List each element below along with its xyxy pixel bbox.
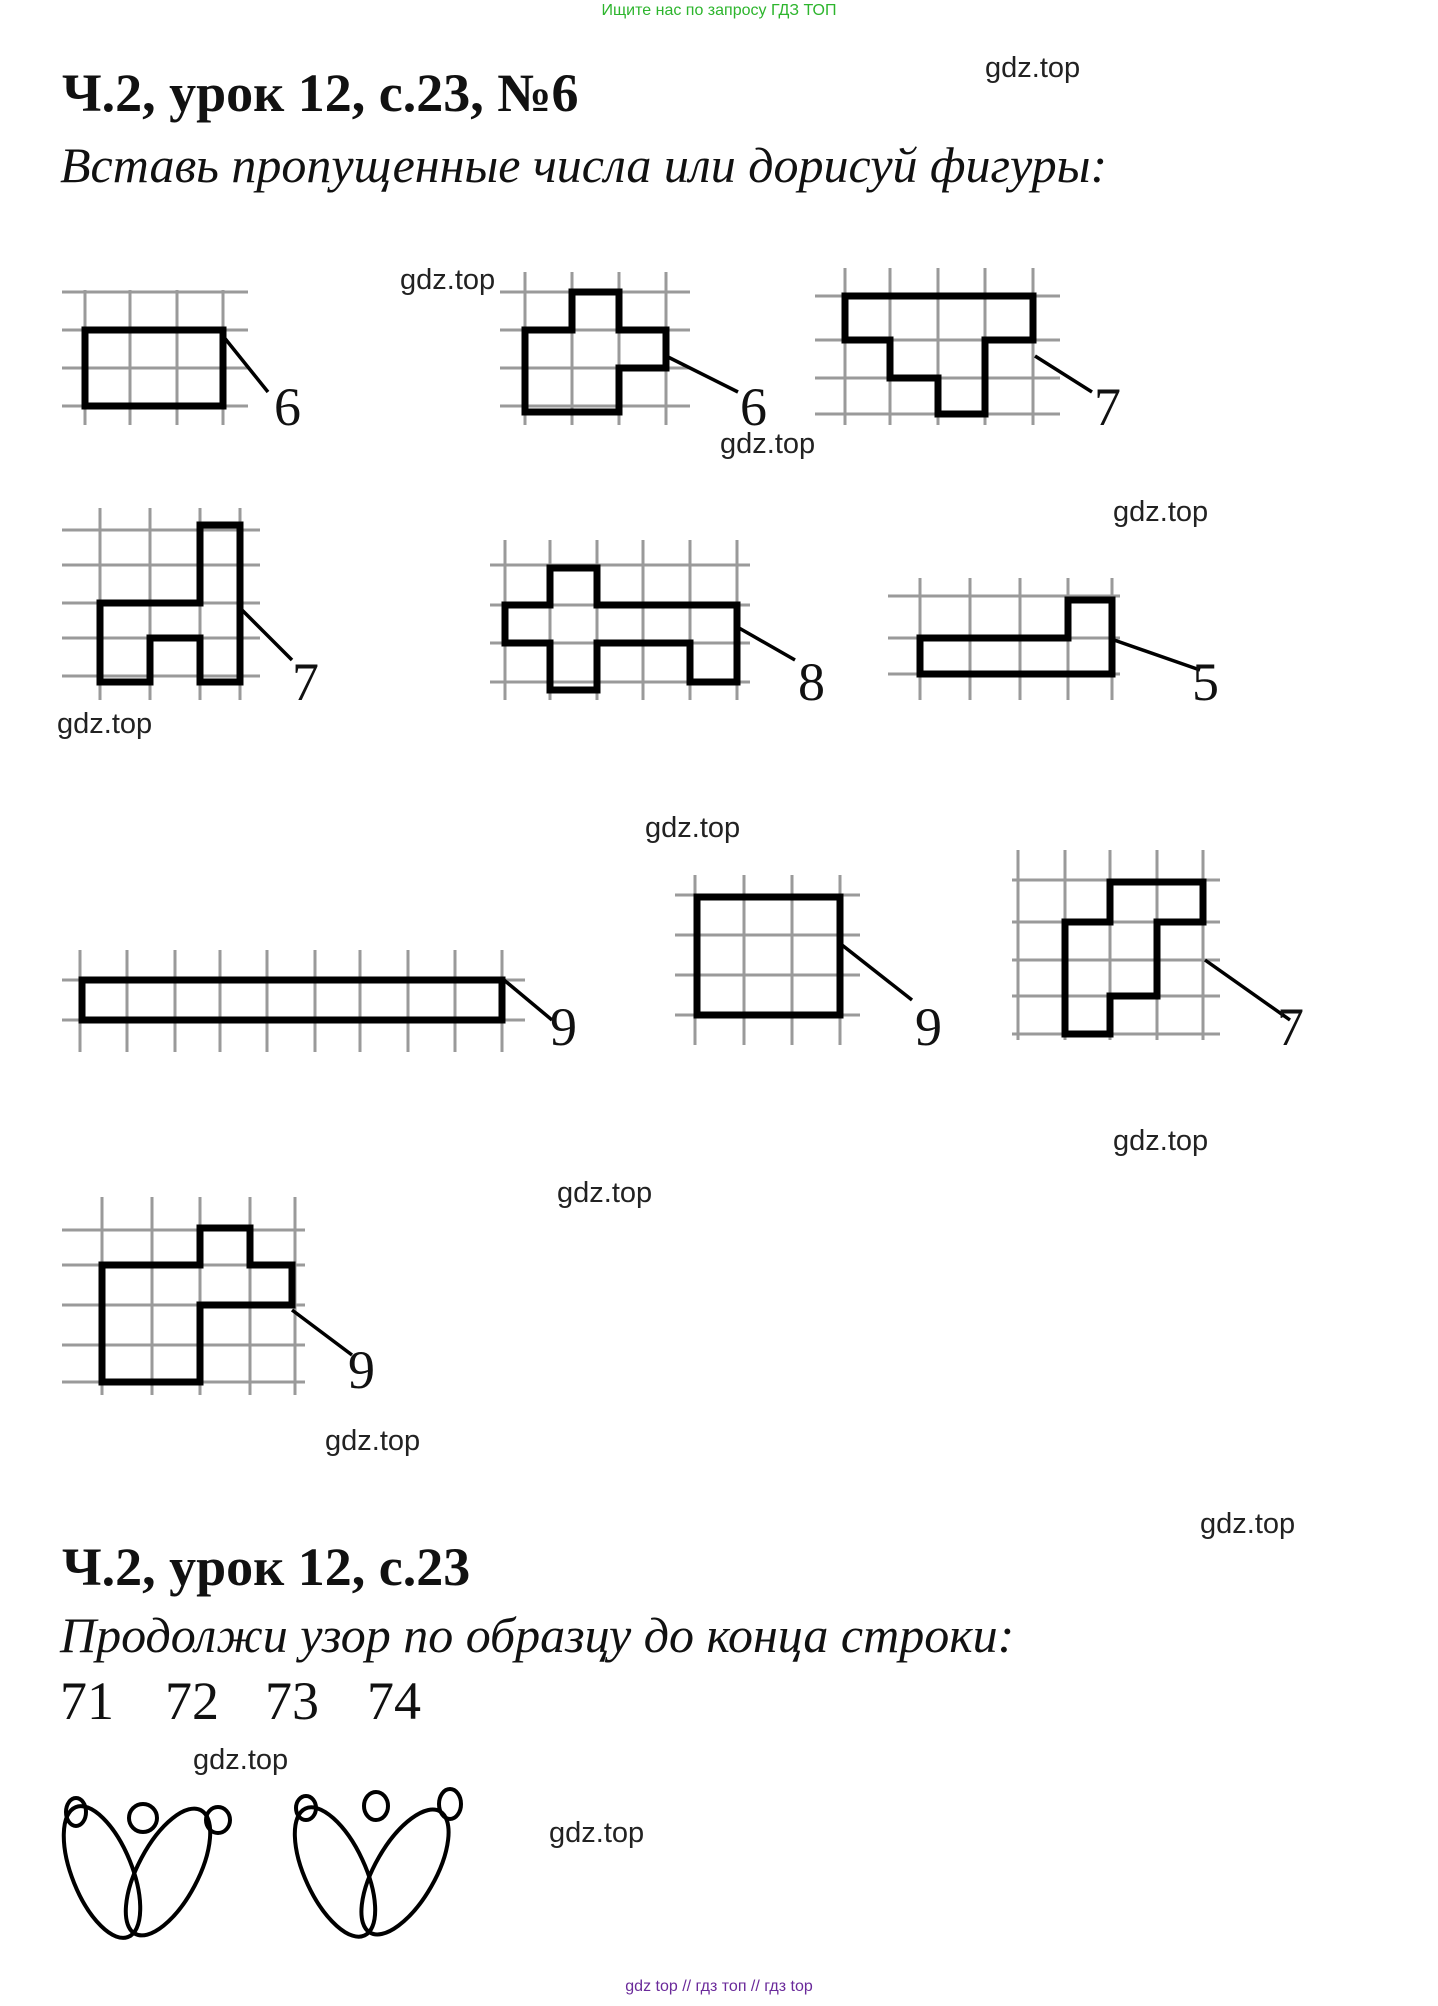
pattern-petal bbox=[48, 1796, 156, 1948]
figure-answer: 6 bbox=[274, 377, 301, 437]
answer-leader-line bbox=[504, 980, 552, 1020]
pattern-motif bbox=[278, 1789, 466, 1948]
grid-lines bbox=[490, 540, 750, 700]
grid-figure bbox=[62, 1197, 375, 1400]
figure-outline bbox=[697, 897, 840, 1015]
figure-answer: 5 bbox=[1192, 652, 1219, 712]
top-banner: Ищите нас по запросу ГДЗ ТОП bbox=[601, 2, 837, 19]
answer-leader-line bbox=[1035, 356, 1092, 392]
section1-task: Вставь пропущенные числа или дорисуй фигуры: bbox=[60, 137, 1108, 193]
watermark: gdz.top bbox=[193, 1744, 289, 1776]
watermark: gdz.top bbox=[1113, 1125, 1209, 1157]
figure-answer: 7 bbox=[1277, 997, 1304, 1057]
figure-answer: 9 bbox=[348, 1340, 375, 1400]
answer-leader-line bbox=[666, 356, 738, 392]
grid-figure bbox=[888, 578, 1219, 712]
grid-figure bbox=[490, 540, 825, 712]
figure-answer: 9 bbox=[915, 997, 942, 1057]
grid-figure bbox=[62, 290, 301, 437]
figure-outline bbox=[525, 292, 666, 412]
figure-answer: 7 bbox=[1094, 377, 1121, 437]
figure-answer: 8 bbox=[798, 652, 825, 712]
grid-lines bbox=[62, 950, 525, 1052]
pattern-circle bbox=[439, 1789, 461, 1819]
pattern-petal bbox=[109, 1796, 228, 1948]
grid-lines bbox=[62, 1197, 305, 1395]
grid-figure bbox=[500, 272, 767, 437]
sequence-number: 73 bbox=[265, 1671, 319, 1731]
pattern-motif bbox=[48, 1796, 230, 1948]
grid-figure bbox=[1012, 850, 1304, 1057]
grid-figure bbox=[675, 875, 942, 1057]
grid-figure bbox=[815, 268, 1121, 437]
watermark: gdz.top bbox=[1113, 496, 1209, 528]
pattern-circle bbox=[364, 1792, 388, 1820]
figure-outline bbox=[505, 568, 737, 690]
watermark: gdz.top bbox=[1200, 1508, 1296, 1540]
figure-answer: 7 bbox=[292, 652, 319, 712]
answer-leader-line bbox=[242, 610, 292, 660]
watermark: gdz.top bbox=[557, 1177, 653, 1209]
figure-answer: 6 bbox=[740, 377, 767, 437]
watermark: gdz.top bbox=[57, 708, 153, 740]
pattern-circle bbox=[129, 1804, 157, 1832]
sequence-number: 74 bbox=[367, 1671, 421, 1731]
figure-outline bbox=[82, 980, 502, 1020]
answer-leader-line bbox=[842, 945, 912, 1000]
sequence-number: 72 bbox=[165, 1671, 219, 1731]
answer-leader-line bbox=[292, 1310, 352, 1355]
section2-heading: Ч.2, урок 12, с.23 bbox=[62, 1537, 471, 1597]
answer-leader-line bbox=[1114, 640, 1200, 670]
grid-figure bbox=[62, 950, 577, 1057]
figure-outline bbox=[1065, 882, 1203, 1034]
watermark: gdz.top bbox=[985, 52, 1081, 84]
footer: gdz top // гдз топ // гдз top bbox=[625, 1978, 813, 1995]
watermark: gdz.top bbox=[720, 428, 816, 460]
watermark: gdz.top bbox=[645, 812, 741, 844]
sequence-number: 71 bbox=[60, 1671, 114, 1731]
answer-leader-line bbox=[223, 336, 268, 392]
grid-figure bbox=[62, 508, 319, 712]
figure-answer: 9 bbox=[550, 997, 577, 1057]
section2-task: Продолжи узор по образцу до конца строки: bbox=[60, 1607, 1015, 1663]
section1-heading: Ч.2, урок 12, с.23, №6 bbox=[62, 63, 579, 123]
watermark: gdz.top bbox=[549, 1817, 645, 1849]
watermark: gdz.top bbox=[400, 264, 496, 296]
watermark: gdz.top bbox=[325, 1425, 421, 1457]
